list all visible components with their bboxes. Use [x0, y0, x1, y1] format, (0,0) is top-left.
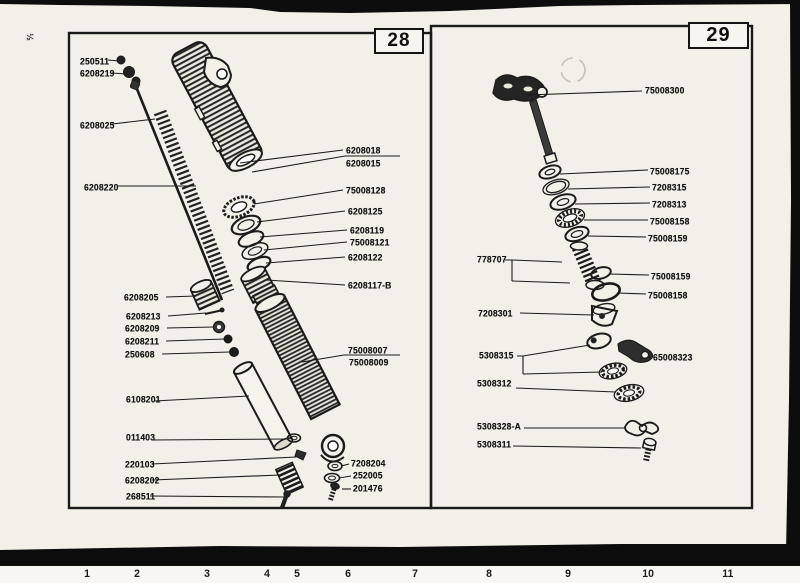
ruler-number: 3 [204, 568, 210, 580]
part-label: 011403 [126, 432, 156, 443]
part-label: 778707 [477, 254, 507, 265]
part-label: 5308315 [479, 350, 514, 361]
part-label: 220103 [125, 459, 155, 470]
part-label: 75008300 [645, 85, 685, 96]
ruler-number: 4 [264, 568, 270, 580]
ruler-number: 2 [134, 568, 140, 580]
panel29-drawing [493, 75, 658, 463]
ruler-number: 10 [642, 568, 654, 580]
scanner-ruler [0, 566, 800, 583]
part-label: 268511 [126, 491, 156, 502]
ruler-number: 7 [412, 568, 418, 580]
ruler-number: 1 [84, 568, 90, 580]
small-parts-left-drawing [189, 277, 238, 356]
part-label: 6208119 [350, 225, 385, 236]
cap-bolt-drawing [117, 56, 140, 85]
part-label: 6208015 [346, 158, 381, 169]
part-label: 6208220 [84, 182, 119, 193]
part-label: 252005 [353, 470, 383, 481]
part-label: 7208313 [652, 199, 687, 210]
part-label: 6208117-B [348, 280, 392, 291]
part-label: 6208211 [125, 336, 160, 347]
part-label: 250511 [80, 56, 110, 67]
part-label: 75008175 [650, 166, 690, 177]
panel29-frame [431, 26, 752, 508]
panel-frames [69, 26, 752, 508]
part-label: 6208025 [80, 120, 115, 131]
inner-tube-drawing [232, 360, 294, 452]
part-label: 7208301 [478, 308, 513, 319]
part-label: 6208213 [126, 311, 161, 322]
part-label: 6208125 [348, 206, 383, 217]
part-label: 75008128 [346, 185, 386, 196]
part-label: 6208202 [125, 475, 160, 486]
ruler-number: 9 [565, 568, 571, 580]
part-label: 75008159 [648, 233, 688, 244]
part-label: 65008323 [653, 352, 693, 363]
lower-steering-parts-drawing [586, 302, 659, 463]
ruler-number: 11 [722, 568, 734, 580]
part-label: 201476 [353, 483, 383, 494]
page-margin-mark: ½ [24, 33, 35, 41]
part-label: 6208205 [124, 292, 159, 303]
part-label: 6108201 [126, 394, 161, 405]
ruler-number: 5 [294, 568, 300, 580]
plate-number-29: 29 [688, 22, 749, 49]
plate-number-28: 28 [374, 28, 424, 54]
part-label: 6208122 [348, 252, 383, 263]
part-label: 5308311 [477, 439, 512, 450]
part-label: 75008158 [648, 290, 688, 301]
steering-stem-drawing [493, 75, 557, 164]
part-label: 7208204 [351, 458, 386, 469]
part-label: 6208209 [125, 323, 160, 334]
part-label: 75008007 [348, 345, 388, 356]
part-label: 5308312 [477, 378, 512, 389]
part-label: 7208315 [652, 182, 687, 193]
seal-ring-stack-drawing [221, 193, 273, 274]
part-label: 75008158 [650, 216, 690, 227]
part-label: 250608 [125, 349, 155, 360]
part-label: 75008121 [350, 237, 390, 248]
ruler-number: 6 [345, 568, 351, 580]
ruler-number: 8 [486, 568, 492, 580]
part-label: 6208018 [346, 145, 381, 156]
part-label: 5308328-A [477, 421, 522, 432]
part-label: 75008159 [651, 271, 691, 282]
part-label: 75008009 [349, 357, 389, 368]
part-label: 6208219 [80, 68, 115, 79]
